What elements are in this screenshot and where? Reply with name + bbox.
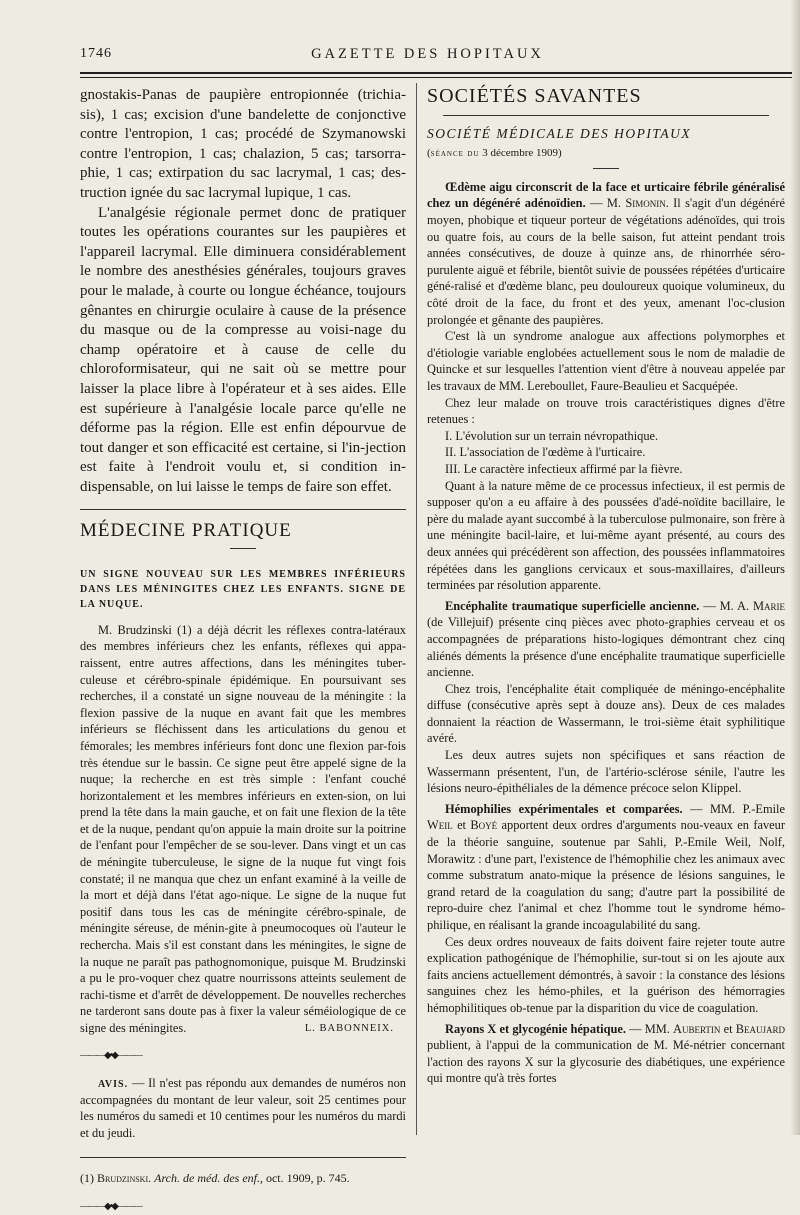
article-oedeme bbox=[427, 179, 785, 328]
section-title-societes: SOCIÉTÉS SAVANTES bbox=[427, 85, 642, 107]
session-label: séance du bbox=[430, 147, 480, 159]
paragraph-meningo: Chez trois, l'encéphalite était compliquée de méningo-encéphalite diffuse (consécutive après sept à douze ans). Deux de ces malades donnaient la réaction de Wassermann, le troi-sième était syphilitique avéré. bbox=[427, 681, 785, 746]
section-rule bbox=[80, 509, 406, 510]
article-body-hemophilies: apportent deux ordres d'arguments nou-veaux en faveur de la théorie sanguine, soutenue par Sahli, P.-Emile Weil, Nolf, Morawitz : d'une part, l'existence de l'hémophilie chez les animaux avec comme substratum anato-mique la présence de lésions sanguines, le grand retard de la coagulation du sang; d'autre part la possibilité de repro-duire chez l'animal et chez l'homme tout le syndrome hémo-philique, en réalisant la grande incoagulabilité du sang. bbox=[427, 818, 785, 933]
footnote-reference: oct. 1909, p. 745. bbox=[265, 1171, 350, 1186]
page-edge-shadow bbox=[790, 0, 800, 1135]
society-underline bbox=[593, 168, 619, 169]
list-item: I. L'évolution sur un terrain névropathique. bbox=[445, 428, 659, 443]
paragraph-hemophilie-facts: Ces deux ordres nouveaux de faits doivent faire rejeter toute autre explication pathogénique de l'hémophilie, sur-tout si on les ajoute aux faits anciens actuellement démontrés, à savoir : la constance des lésions sanguines chez les hémo-philes, et la guérison des hémorragies hémophilitiques ob-tenue par la disparition du vice de coagulation. bbox=[427, 934, 785, 1015]
notice-text: — Il n'est pas répondu aux demandes de numéros non accompagnées du montant de leur valeur, soit 25 centimes pour les numéros du samedi et 10 centimes pour les numéros du mardi et du jeudi. bbox=[80, 1075, 406, 1140]
right-column bbox=[427, 86, 785, 1087]
paragraph-quincke: C'est là un syndrome analogue aux affections polymorphes et d'étiologie variable englobées actuellement sous le nom de maladie de Quincke et sur lesquelles l'attention vient d'être à nouveau appelée par les travaux de MM. Lereboullet, Faure-Beaulieu et Sacquépée. bbox=[427, 329, 785, 394]
paragraph-wassermann: Les deux autres sujets non spécifiques et sans réaction de Wassermann présentent, l'un, de l'artério-sclérose sénile, l'autre les lésions neuro-épithéliales de la démence précoce selon Klippel. bbox=[427, 748, 785, 796]
society-name: SOCIÉTÉ MÉDICALE DES HOPITAUX bbox=[427, 126, 692, 142]
article-author-marie: Marie bbox=[753, 598, 786, 613]
article-title-brudzinski: UN SIGNE NOUVEAU SUR LES MEMBRES INFÉRIEURS DANS LES MÉNINGITES CHEZ LES ENFANTS. SIGNE DE LA NUQUE. bbox=[80, 568, 406, 610]
ornament-divider-bottom: ———◆•◆——— bbox=[80, 1200, 141, 1212]
article-author-aubertin: Aubertin bbox=[673, 1021, 721, 1036]
characteristics-list bbox=[427, 428, 785, 478]
ornament-divider: ———◆•◆——— bbox=[80, 1050, 141, 1062]
footnote-author: Brudzinski. bbox=[97, 1171, 152, 1186]
left-column bbox=[80, 86, 406, 1215]
article-author-prefix: — MM. bbox=[629, 1021, 670, 1036]
header-rule-thin bbox=[80, 77, 792, 78]
footnote-number: (1) bbox=[80, 1171, 94, 1186]
session-date: 3 décembre 1909) bbox=[482, 146, 562, 159]
article-title-oedeme: Œdème aigu circonscrit de la face et urticaire fébrile généralisé chez un dégénéré adénoïdien. bbox=[427, 179, 785, 211]
article-body-rayons-x: publient, à l'appui de la communication de M. Mé-nétrier concernant l'action des rayons X sur la glycosurie des diabétiques, une expérience qui montre qu'à très fortes bbox=[427, 1038, 785, 1086]
article-title-encephalite: Encéphalite traumatique superficielle ancienne. bbox=[445, 598, 700, 613]
article-author-prefix: — M. bbox=[590, 196, 621, 211]
section-rule-right bbox=[443, 115, 769, 116]
article-body-encephalite: (de Villejuif) présente cinq pièces avec photo-graphies cerveau et os accompagnées de préparations histo-logiques démontrant chez cinq aliénés déments la présence d'une encéphalite traumatique superficielle ancienne. bbox=[427, 615, 785, 680]
article-body-brudzinski: M. Brudzinski (1) a déjà décrit les réflexes contra-latéraux des membres inférieurs chez les enfants, réflexes qui appa-raissent, entre autres affections, dans les méningites tuber-culeuse et cérébro-spinale épidémique. En poursuivant ses recherches, il a constaté un signe nouveau de la méningite : la flexion passive de la nuque en avant fait que les membres inférieurs se fléchissent dans les articulations du genou et fémorales; les membres inférieurs font donc une flexion par-fois très étendue sur le bassin. Ce signe peut être appelé signe de la nuque; la recherche en est très simple : l'enfant couché horizontalement et les membres inférieurs en exten-sion, on lui prend la tête dans la main gauche, et on fait une flexion de la tête et de la nuque, pendant qu'on appuie la main droite sur la poitrine de l'enfant pour l'empêcher de se sou-lever. Dans vingt et un cas de méningite tuberculeuse, le signe de la nuque fut vingt fois constaté; il ne manqua que chez un enfant examiné à la veille de la mort et déjà dans l'état ago-nique. Le signe de la nuque fut positif dans tous les cas de méningite cérébro-spinale, de méningite séreuse, de ménin-gite à pneumocoques où l'auteur le recherchа. Mais s'il est constant dans les méningites, le signe de la nuque ne paraît pas pathognomonique, puisque M. Brudzinski a pu le pro-voquer chez quatre nourrissons atteints seulement de rachi-tisme et d'arrêt de développement. De nouvelles recherches ne tarderont sans doute pas à fixer la valeur séméiologique de ce signe des méningites. bbox=[80, 622, 406, 1036]
article-title-hemophilies: Hémophilies expérimentales et comparées. bbox=[445, 801, 683, 816]
section-title-medecine: MÉDECINE PRATIQUE bbox=[80, 520, 292, 542]
notice-label: AVIS. bbox=[98, 1078, 129, 1090]
article-author-beaujard: Beaujard bbox=[735, 1021, 785, 1036]
article-author-and: et bbox=[723, 1021, 733, 1036]
continued-paragraph: gnostakis-Panas de paupière entropionnée (trichia-sis), 1 cas; excision d'une bandelette de conjonctive contre l'entropion, 1 cas; procédé de Szymanowski contre l'entropion, 1 cas; chalazion, 5 cas; tarsorra-phie, 1 cas; extirpation du sac lacrymal, 1 cas; des-truction ignée du sac lacrymal lupique, 1 cas. bbox=[80, 87, 406, 201]
article-author-and: et bbox=[457, 818, 467, 833]
header-rule-thick bbox=[80, 72, 792, 74]
article-author-boye: Boyé bbox=[470, 818, 498, 833]
footnote bbox=[80, 1170, 406, 1187]
article-author-simonin: Simonin. bbox=[625, 196, 669, 211]
analgesia-paragraph: L'analgésie régionale permet donc de pratiquer toutes les opérations courantes sur les paupières et l'appareil lacrymal. Elle diminuera considérablement le nombre des anesthésies générales, toujours graves pour le malade, à courte ou longue échéance, toujours gênantes en chirurgie oculaire à cause de la présence du masque ou de la compresse au voisi-nage du champ opératoire et à cause de celle du chloroformisateur, qui ne sait où se mettre pour laisser la place libre à l'opérateur et à ses aides. Elle est supérieure à l'analgésie locale parce qu'elle ne déforme pas la région. Elle est enfin dépourvue de tout danger et son efficacité est certaine, si l'in-jection est faite à l'endroit voulu et, si condition in-dispensable, on lui laisse le temps de faire son effet. bbox=[80, 204, 406, 495]
article-body-oedeme: Il s'agit d'un dégénéré moyen, phobique et tiqueur porteur de végétations adénoïdes, qui trois ou quatre fois, au cours de la belle saison, fut atteint pendant trois années consécutives, de douze à quinze ans, de rhinorrhée séro-purulente aiguë et fébrile, bientôt suivie de poussées répétées d'urticaire géné-ralisé et d'œdème blanc, peu douloureux quoique volumineux, du côté droit de la face, du front et des yeux, amenant l'oc-clusion prolongée et gênante des paupières. bbox=[427, 196, 785, 327]
list-item: III. Le caractère infectieux affirmé par la fièvre. bbox=[445, 461, 683, 476]
article-title-rayons-x: Rayons X et glycogénie hépatique. bbox=[445, 1021, 626, 1036]
page-number: 1746 bbox=[80, 46, 112, 61]
paragraph-infectious: Quant à la nature même de ce processus infectieux, il est permis de supposer qu'on a eu affaire à des poussées d'adé-noïdite bacillaire, le père du malade ayant succombé à la tuberculose pulmonaire, son frère à une méningite bacil-laire, et lui-même ayant présenté, au cours des deux années qui précédèrent son affection, des poussées inflammatoires répétées dans les ganglions cervicaux et sous-maxillaires, d'ailleurs terminées par résolution apparente. bbox=[427, 478, 785, 593]
list-item: II. L'association de l'œdème à l'urticaire. bbox=[445, 445, 646, 460]
footnote-rule bbox=[80, 1157, 406, 1158]
page-header bbox=[60, 44, 795, 66]
article-author-prefix: — M. A. bbox=[703, 598, 750, 613]
article-author-weil: Weil bbox=[427, 818, 453, 833]
article-rayons-x bbox=[427, 1021, 785, 1087]
journal-title: GAZETTE DES HOPITAUX bbox=[311, 46, 544, 62]
article-author: L. BABONNEIX. bbox=[304, 1022, 394, 1034]
paragraph-characteristics: Chez leur malade on trouve trois caractéristiques dignes d'être retenues : bbox=[427, 395, 785, 427]
article-encephalite bbox=[427, 598, 785, 681]
article-hemophilies bbox=[427, 801, 785, 934]
title-underline bbox=[230, 548, 256, 549]
footnote-journal: Arch. de méd. des enf., bbox=[154, 1171, 263, 1186]
session-open: ( bbox=[427, 146, 431, 159]
article-author-prefix: — MM. P.-Emile bbox=[690, 801, 785, 816]
session-line bbox=[427, 145, 785, 162]
column-divider bbox=[416, 83, 417, 1135]
notice bbox=[80, 1075, 406, 1142]
